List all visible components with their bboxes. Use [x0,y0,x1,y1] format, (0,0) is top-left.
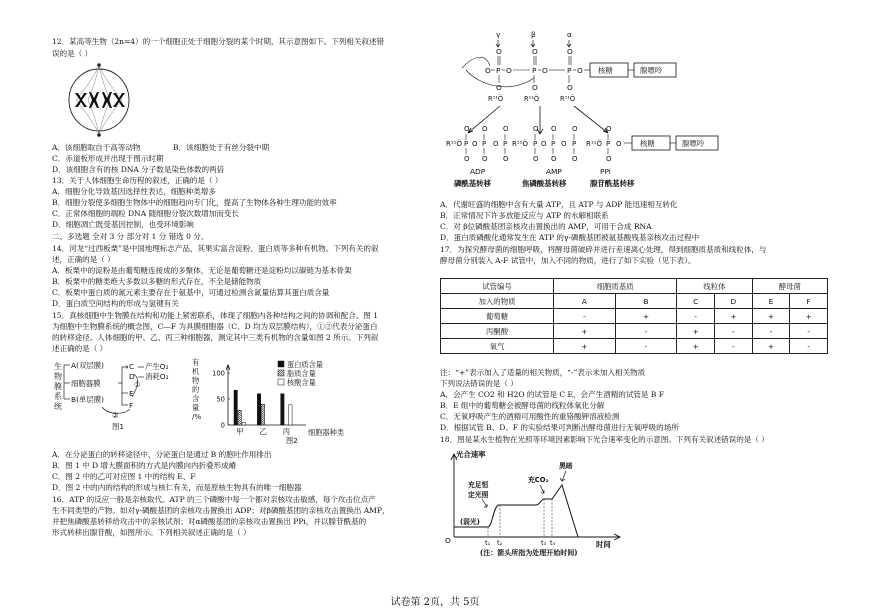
table-col-label: A [554,294,616,309]
fig2-bar [257,394,260,425]
fig1-mem-char: 生 [54,362,62,371]
table-cell: + [677,339,715,354]
q16-option-b: B．正常情况下许多放能反应与 ATP 的水解相联系 [440,211,609,220]
svg-text:O: O [533,125,539,133]
svg-text:O: O [606,125,612,133]
table-cell: + [715,309,753,324]
fig3-note: (注：箭头所指为处理开始时间) [480,549,578,557]
fig2-legend-swatch [278,361,284,367]
svg-text:O: O [606,155,612,163]
q12-option-b: B．该细胞处于有丝分裂中期 [173,143,270,152]
table-cell: - [752,324,790,339]
atp-adenylyl-transfer: 腺苷酰基转移 [590,179,635,188]
q14-option-c: C．板栗中蛋白质的氮元素主要存在于氨基中，可通过检测含氮量估算其蛋白质含量 [52,288,330,297]
fig1-circle-2: ② [112,411,119,420]
fig1-co2-label: 消耗O₂ [145,372,169,381]
fig2-y-tick-label: 50 [216,395,225,404]
table-header-mitochondria: 线粒体 [677,279,752,294]
table-cell: - [554,309,616,324]
svg-text:O: O [542,66,548,75]
table-col-label: E [752,294,790,309]
fig2-y-tick-label: 100 [212,369,225,378]
q15-option-c: C．图 2 中的乙可对应图 1 中的结构 E、F [52,472,196,481]
table-cell: - [615,339,677,354]
q15-stem-line3: 的转移途径。人体细胞的甲、乙、丙三种细胞器，测定其中三类有机物的含量如图 2 所示。下列叙 [52,333,379,342]
fig2-legend-label: 脂质含量 [287,369,316,378]
fig2-y-label-char: 量 [192,403,200,412]
q15-option-a: A．在分泌蛋白的转移途径中，分泌蛋白是通过 B 的胞吐作用排出 [52,450,272,459]
svg-text:P: P [496,66,501,75]
fig2-y-label-char: 机 [192,367,200,376]
fig3-dark-label: 黑暗 [559,462,573,470]
fig1-mem-char: 膜 [54,382,62,391]
fig2-category-label: 乙 [259,427,267,436]
atp-pyrophosphoryl-transfer: 焦磷酸基转移 [522,179,567,188]
table-cell: - [715,339,753,354]
svg-text:O: O [482,155,488,163]
q15-option-b: B．图 1 中 D 增大膜面积的方式是内膜向内折叠形成嵴 [52,461,237,470]
q17-intro: 下列说法错误的是（ ） [440,379,518,388]
fig1-caption: 图1 [112,422,125,431]
q16-option-d: D．蛋白质磷酸化通常发生在 ATP 的γ-磷酸基团被氨基酸残基亲核攻击过程中 [440,233,700,242]
fig1-circle-1: ① [134,380,141,389]
svg-text:O: O [503,155,509,163]
svg-text:P: P [482,140,487,148]
fig2-y-label-char: 物 [192,376,200,385]
fig1-o2-label: 产生O₂ [145,362,169,371]
svg-text:O: O [532,83,538,92]
svg-text:O: O [541,140,547,148]
table-header-yeast: 酵母菌 [752,279,827,294]
membrane-system-figure [52,357,194,437]
fig3-light-label-2: 定光照 [468,491,489,499]
svg-text:O: O [577,66,583,75]
atp-alpha: α [567,30,572,39]
fig2-category-label: 甲 [236,427,244,436]
svg-text:O: O [493,140,499,148]
q15-stem-line1: 15．真核细胞中生物膜在结构和功能上紧密联系，体现了细胞内各种结构之间的协调和配合。图 1 [52,311,378,320]
svg-text:O: O [506,66,512,75]
q15-option-d: D．图 2 中的内的结构的形成与核仁有关，而是原核生物具有的唯一细胞器 [52,483,302,492]
q12-option-a: A．该细胞取自于高等动物 [52,143,141,152]
svg-text:P: P [464,140,469,148]
atp-nucleophile: R¹¹Ö [512,140,528,148]
fig3-co2-label: 充CO₂ [528,476,549,484]
svg-text:O: O [485,66,491,75]
q16-stem-line1: 16．ATP 的反应一般是亲核取代。ATP 的三个磷酸中每一个都对亲核攻击敏感，每个攻击位点产 [52,495,376,504]
table-cell: + [752,339,790,354]
q16-stem-line4: 形式转移出腺苷酸，如图所示。下列相关叙述正确的是（ ） [52,528,251,537]
q14-option-b: B．板栗中的糖类绝大多数以多糖的形式存在，不全是储能物质 [52,277,262,286]
table-cell: + [615,309,677,324]
q12-stem-line2: 误的是（ ） [52,49,93,58]
svg-text:O: O [496,83,502,92]
table-header-added: 加入的物质 [441,294,554,309]
q17-option-c: C．无氧呼吸产生的酒精可用酸性的重铬酸钾溶液检测 [440,412,620,421]
q14-stem-line1: 14．河龙“过西板栗”是中国地理标志产品，其果实富含淀粉、蛋白质等多种有机物。下列有关的叙 [52,244,379,253]
svg-text:O: O [551,155,557,163]
q13-option-a: A．细胞分化导致基因选择性表达，细胞种类增多 [52,187,216,196]
atp-amp-label: AMP [546,167,562,176]
svg-text:O: O [616,140,622,148]
fig3-t4: t₄ [550,539,556,547]
section-multi-choice-heading: 二、多选题 全对 3 分 部分对 1 分 错选 0 分。 [52,232,209,241]
yeast-experiment-table [440,278,828,354]
svg-text:P: P [503,140,508,148]
atp-nucleophile: R¹¹Ö [560,95,576,103]
q17-option-b: B．E 组中的葡萄糖会被酵母菌的线粒体氧化分解 [440,401,605,410]
q17-option-d: D．根据试管 B、D、F 的实验结果可判断出酵母菌进行无氧呼吸的场所 [440,423,679,432]
photosynthesis-rate-figure [440,447,630,557]
table-row-label: 丙酮酸 [441,324,554,339]
svg-text:O: O [561,140,567,148]
table-cell: - [790,339,828,354]
q14-option-a: A．板栗中的淀粉是由葡萄糖连接成的多聚体，无论是葡萄糖还是淀粉均以碳链为基本骨架 [52,266,352,275]
table-row [441,339,828,354]
q15-stem-line4: 述正确的是（ ） [52,344,108,353]
q15-stem-line2: 为细胞中生物膜系统的概念图，C—F 为具膜细胞器（C、D 均为双层膜结构），①②代表分泌蛋白 [52,322,378,331]
svg-text:O: O [567,47,573,56]
atp-ppi-label: PPi [600,167,611,176]
svg-text:O: O [551,125,557,133]
fig1-b-label: B(单层膜) [71,395,105,404]
fig3-origin: O [445,536,451,545]
table-row [441,309,828,324]
table-cell: + [554,339,616,354]
fig3-x-axis-label: 时间 [596,540,611,549]
atp-gamma: γ [496,30,501,39]
table-header-tube: 试管编号 [441,279,554,294]
fig1-e-label: E [129,389,134,398]
fig2-y-label-char: 含 [192,394,200,403]
atp-nucleophile: R¹¹Ö [488,95,504,103]
fig3-y-axis-label: 光合速率 [456,450,486,459]
fig2-legend-swatch [278,370,284,376]
svg-text:O: O [482,125,488,133]
fig1-f-label: F [129,401,134,410]
fig2-x-axis-label: 细胞器种类 [308,428,344,437]
q16-stem-line3: 并把焦磷酸基转移给攻击中的亲核试剂；对α磷酸基团的亲核攻击置换出 PPi，并以腺苷酰基的 [52,517,367,526]
table-col-label: C [677,294,715,309]
q12-option-d: D．该细胞含有的核 DNA 分子数是染色体数的两倍 [52,165,225,174]
q16-option-a: A．代谢旺盛的细胞中含有大量 ATP，且 ATP 与 ADP 能迅速相互转化 [440,200,678,209]
fig3-t2: t₂ [497,539,503,547]
table-cell: + [554,324,616,339]
atp-product-ribose-label: 核糖 [640,139,655,148]
atp-ribose-label: 核糖 [598,66,613,75]
fig3-t3: t₃ [541,539,547,547]
fig2-caption: 图2 [286,436,298,445]
q16-option-c: C．对 β位磷酸基团亲核攻击置换出的 AMP，可用于合成 RNA [440,222,652,231]
q13-option-c: C．正常体细胞的端粒 DNA 随细胞分裂次数增加而变长 [52,209,239,218]
q17-option-a: A．会产生 CO2 和 H2O 的试管是 C E，会产生酒精的试管是 B F [440,390,664,399]
q13-option-b: B．细胞分裂使多细胞生物体中的细胞趋向专门化，提高了生物体各种生理功能的效率 [52,198,337,207]
table-row [441,294,828,309]
fig2-bar [289,405,292,425]
table-row [441,279,828,294]
atp-structure-figure [440,28,740,196]
organelle-bar-chart [190,357,360,445]
q17-stem-line2: 酵母菌分别装入 A-F 试管中，加入不同的物质，进行了如下实验（见下表）。 [440,256,696,265]
atp-product-adenine-label: 腺嘌呤 [682,139,705,148]
table-row-label: 葡萄糖 [441,309,554,324]
q13-stem: 13．关于人体细胞生命历程的叙述，正确的是（ ） [52,176,223,185]
svg-text:P: P [572,140,577,148]
q17-stem-line1: 17．为探究酵母菌的细胞呼吸，将酵母菌破碎并进行差速离心处理，得到细胞质基质和线粒体，与 [440,245,767,254]
q12-option-c: C．赤道板形成并出现于图示时期 [52,154,164,163]
fig2-y-label-char: 有 [192,358,200,367]
svg-text:O: O [572,155,578,163]
q12-stem-line1: 12．某高等生物（2n=4）的一个细胞正处于细胞分裂的某个时期，其示意图如下。下列相关叙述错 [52,37,385,46]
fig2-bar [238,410,241,425]
table-cell: + [790,309,828,324]
fig2-y-tick-label: 0 [220,421,225,430]
svg-text:O: O [464,155,470,163]
fig2-legend-swatch [278,379,284,385]
svg-text:P: P [606,140,611,148]
page-footer: 试卷第 2页，共 5页 [390,597,480,608]
table-header-cytoplasm: 细胞质基质 [554,279,677,294]
q18-stem: 18．图是某水生植物在光照等环境因素影响下光合速率变化的示意图。下列有关叙述错误的是（ ） [440,435,769,444]
table-col-label: F [790,294,828,309]
svg-text:O: O [533,155,539,163]
svg-text:P: P [551,140,556,148]
table-col-label: D [715,294,753,309]
svg-text:O: O [496,47,502,56]
atp-nucleophile: R¹¹Ö [446,140,462,148]
q13-option-d: D．细胞凋亡既受基因控制，也受环境影响 [52,220,194,229]
fig2-y-axis [226,365,230,425]
fig2-bar [261,404,264,425]
atp-phosphoryl-transfer: 磷酰基转移 [454,179,491,188]
table-cell: - [677,309,715,324]
table-cell: - [790,324,828,339]
svg-text:P: P [532,66,537,75]
table-cell: - [615,324,677,339]
fig2-bar [242,422,245,425]
svg-text:O: O [472,140,478,148]
atp-nucleophile: R¹¹Ö [524,95,540,103]
atp-nucleophile: R¹¹Ö [586,140,602,148]
atp-adp-label: ADP [470,167,486,176]
table-cell: + [677,324,715,339]
fig1-d-label: D [129,372,135,381]
fig1-mem-char: 统 [54,402,62,411]
q16-stem-line2: 生不同类型的产物。如对γ-磷酸基团的亲核攻击置换出 ADP；对β磷酸基团的亲核攻击置换出 AMP， [52,506,390,515]
svg-text:O: O [503,125,509,133]
q14-stem-line2: 述，正确的是（ ） [52,255,115,264]
fig1-c-label: C [129,362,135,371]
fig3-t1: t₁ [485,539,491,547]
fig1-organelle-label: 细胞器膜 [71,379,101,388]
fig2-bar [281,394,284,425]
atp-beta: β [531,30,536,39]
table-col-label: B [615,294,677,309]
table-row-label: 氧气 [441,339,554,354]
table-cell: + [752,309,790,324]
fig1-mem-char: 系 [54,392,62,401]
svg-text:P: P [533,140,538,148]
atp-adenine-label: 腺嘌呤 [640,66,663,75]
fig3-light-label-1: 充足恒 [468,481,489,489]
fig2-category-label: 丙 [282,427,291,436]
fig1-a-label: A(双层膜) [71,361,104,370]
svg-text:O: O [572,125,578,133]
svg-text:O: O [567,83,573,92]
svg-text:P: P [567,66,572,75]
fig3-weak-light-label: (弱光) [460,518,480,526]
fig2-y-label-char: /% [192,412,202,421]
fig2-legend-label: 蛋白质含量 [287,360,323,369]
table-cell: - [715,324,753,339]
svg-text:O: O [464,125,470,133]
cell-division-figure [64,60,134,140]
fig2-bar [234,390,237,425]
svg-text:O: O [532,47,538,56]
q14-option-d: D．蛋白质空间结构的形成与氢键有关 [52,299,179,308]
q17-table-note: 注：“+”表示加入了适量的相关物质，“-”表示未加入相关物质 [440,368,646,377]
fig2-legend-label: 核酸含量 [287,378,316,387]
table-row [441,324,828,339]
fig1-mem-char: 物 [54,372,62,381]
fig2-y-label-char: 的 [192,385,200,394]
